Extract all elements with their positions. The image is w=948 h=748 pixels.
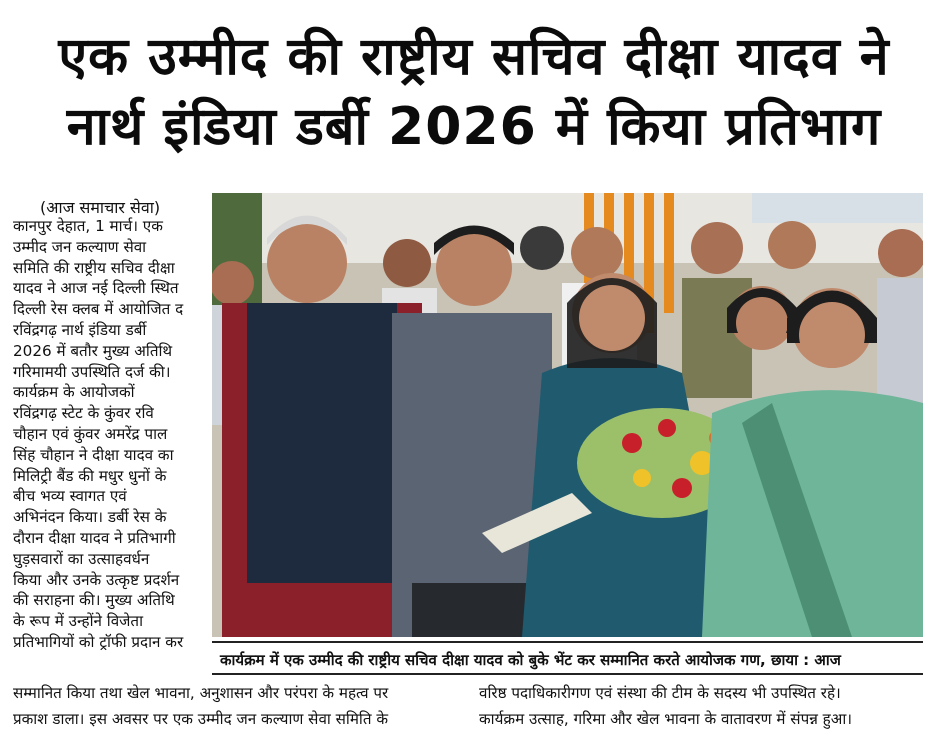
news-source: (आज समाचार सेवा) — [40, 198, 161, 217]
body-line: के रूप में उन्होंने विजेता — [13, 612, 144, 631]
body-line: वरिष्ठ पदाधिकारीगण एवं संस्था की टीम के सदस्य भी उपस्थित रहे। — [479, 684, 841, 702]
body-line: सम्मानित किया तथा खेल भावना, अनुशासन और परंपरा के महत्व पर — [13, 684, 389, 702]
news-photo — [212, 193, 923, 637]
body-line: कानपुर देहात, 1 मार्च। एक — [13, 217, 163, 235]
body-line: चौहान एवं कुंवर अमरेंद्र पाल — [13, 424, 168, 443]
body-line: प्रतिभागियों को ट्रॉफी प्रदान कर — [13, 632, 184, 651]
body-line: मिलिट्री बैंड की मधुर धुनों के — [13, 466, 167, 485]
article-bottom-right — [479, 680, 931, 732]
body-line: यादव ने आज नई दिल्ली स्थित — [13, 279, 179, 298]
body-line: कार्यक्रम के आयोजकों — [13, 383, 135, 402]
body-line: उम्मीद जन कल्याण सेवा — [13, 237, 147, 256]
body-line: 2026 में बतौर मुख्य अतिथि — [13, 341, 173, 360]
body-line: रविंद्रगढ़ नार्थ इंडिया डर्बी — [13, 320, 147, 339]
headline-line-1: एक उम्मीद की राष्ट्रीय सचिव दीक्षा यादव ने — [58, 27, 890, 87]
body-line: प्रकाश डाला। इस अवसर पर एक उम्मीद जन कल्याण सेवा समिति के — [13, 710, 389, 728]
body-line: किया और उनके उत्कृष्ट प्रदर्शन — [13, 570, 180, 589]
body-line: समिति की राष्ट्रीय सचिव दीक्षा — [13, 258, 175, 277]
photo-caption: कार्यक्रम में एक उम्मीद की राष्ट्रीय सचिव दीक्षा यादव को बुके भेंट कर सम्मानित करते आयोजक गण, छाया : आज — [212, 641, 923, 675]
headline — [0, 22, 948, 162]
body-line: गरिमामयी उपस्थिति दर्ज की। — [13, 362, 171, 381]
headline-line-2: नार्थ इंडिया डर्बी 2026 में किया प्रतिभाग — [66, 97, 882, 157]
body-line: अभिनंदन किया। डर्बी रेस के — [13, 508, 167, 527]
body-line: रविंद्रगढ़ स्टेट के कुंवर रवि — [13, 404, 154, 423]
body-line: सिंह चौहान ने दीक्षा यादव का — [13, 445, 174, 464]
body-line: दौरान दीक्षा यादव ने प्रतिभागी — [13, 528, 176, 547]
body-line: बीच भव्य स्वागत एवं — [13, 487, 127, 506]
article-bottom-left — [13, 680, 465, 732]
canopy-right — [752, 193, 923, 223]
body-line: घुड़सवारों का उत्साहवर्धन — [13, 549, 150, 568]
body-line: दिल्ली रेस क्लब में आयोजित द — [13, 300, 184, 319]
body-line: कार्यक्रम उत्साह, गरिमा और खेल भावना के वातावरण में संपन्न हुआ। — [479, 710, 853, 728]
body-line: की सराहना की। मुख्य अतिथि — [13, 591, 175, 610]
news-photo-illustration — [212, 193, 923, 637]
article-body-column — [13, 216, 207, 653]
